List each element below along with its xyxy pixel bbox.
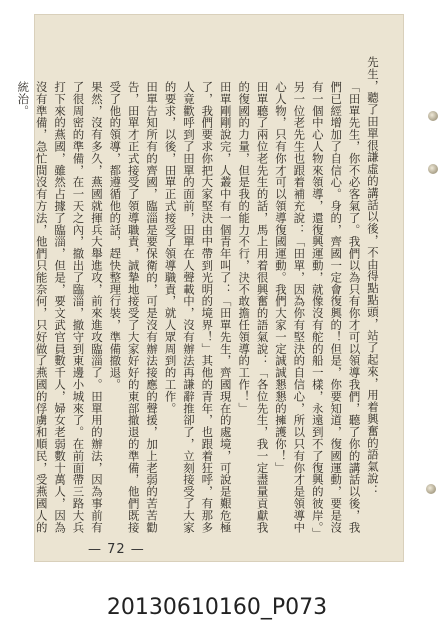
paragraph: 「田單先生，你不必客氣了。我們以為只有你才可以領導我們，聽了你的講話以後，我們已經增加了自信心。身的，齊國一定會復興的！但是，你要知道，復國運動，要是沒有一個中心人物來領導，還復興運動，就像沒有舵的船一樣，永遠到不了復興的彼岸。」 (310, 81, 362, 540)
staple-hole-mark (428, 111, 438, 121)
page-number: — 72 — (88, 542, 145, 557)
paragraph: 先生，聽了田單很謙虛的講話以後，不由得點點頭，站了起來，用着興奮的語氣說： (366, 56, 380, 497)
staple-hole-mark (426, 484, 436, 494)
image-caption: 20130610160_P073 (0, 575, 434, 640)
paragraph: 田單告知所有的齊國，臨淄是要保衛的，可是沒有辦法接應的聲援，加上老弱的苦苦勸告，田單才正式接受了領導職責，誠摯地接受了大家好好的東部撤退的準備，他們既接受了他的領導，都遵循他的話，趕快整理行裝，準備撤退。 (108, 81, 160, 534)
paragraph: 另一位老先生也跟着補充說：「田單，因為你有堅決的自信心，所以只有你才是領導中心人物，只有你才可以領導復國運動。我們大家一定誠誠懇懇的擁護你！」 (273, 81, 307, 534)
body-text (16, 56, 382, 540)
paragraph: 田單剛剛說完，人叢中有一個青年叫了：「田單先生，齊國現在的處境，可說是艱危極了，我們要求你把大家堅決由中帶到光明的境界！」其他的青年，也跟着狂呼，有那多人竟歡呼到了田單的面前，田單在人聲載中，沒有辦法再謙辭推卻了，立刻接受了大家的要求，以後，田單正式接受了領導職責，就人眾周到的工作。 (163, 81, 233, 534)
document-page (16, 14, 404, 562)
staple-hole-mark (428, 164, 438, 174)
paragraph: 果然，沒有多久，燕國就揮兵大舉進攻，前來進攻臨淄了。田單用的辦法，因為事前有了很周密的準備，在一天之內，撤出了臨淄，撤守到東邊小城來了。在前面帶三路大兵打下來的燕國，雖然占據了臨淄，但是，要文武官員數千人，婦女老弱數十萬人，因為沒有準備，急忙間沒有方法，他們只能奈何，只好做了燕國的俘虜和順民，受燕國人的統治。 (16, 81, 104, 534)
paragraph: 田單聽了兩位老先生的話，馬上用着很興奮的語氣說：「各位先生，我一定盡量貢獻我的復國的力量，但是我的能力不行，決不敢擔任領導的工作！」 (237, 81, 270, 534)
